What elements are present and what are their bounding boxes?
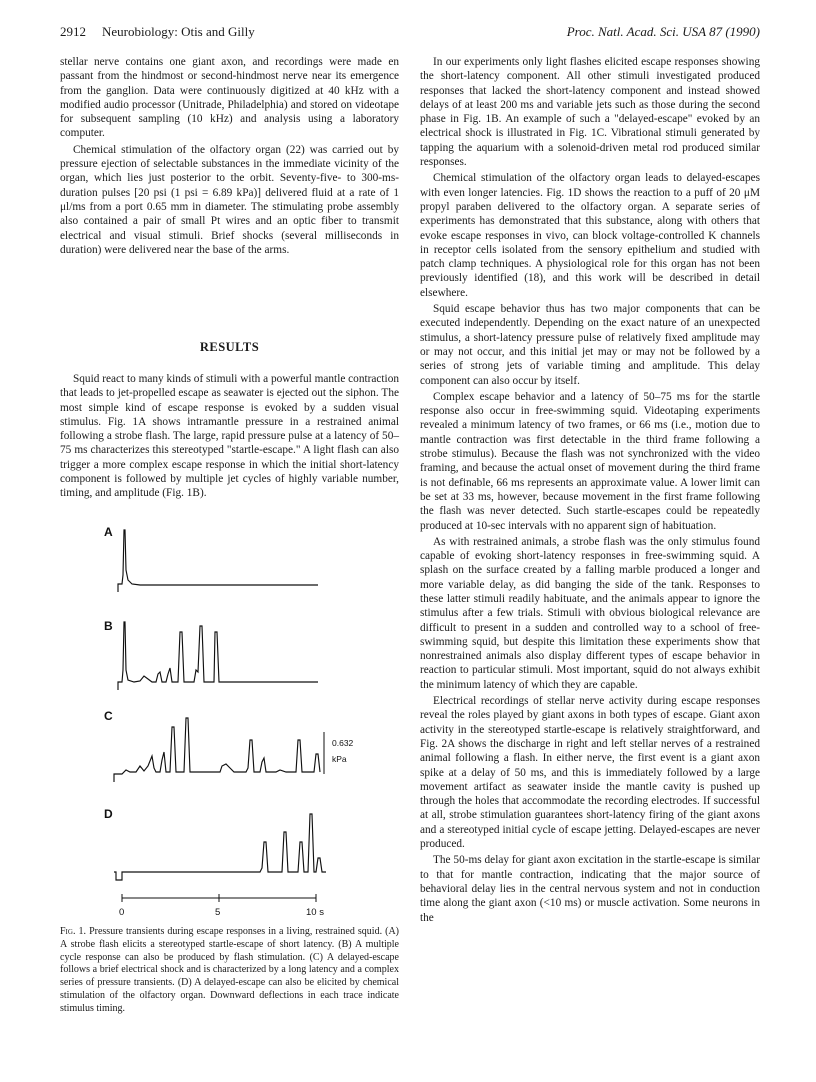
running-title: Neurobiology: Otis and Gilly (102, 24, 255, 39)
caption-text: Pressure transients during escape responses in a living, restrained squid. (A) A strobe flash elicits a stereotyped startle-escape of short latency. (B) A multiple cycle response can also be produced by flash stimulation. (C) A delayed-escape follows a brief electrical shock and is characterized by a long latency and a complex series of pressure transients. (D) A delayed-escape can also be elicited by chemical stimulation of the olfactory organ. Downward deflections in each trace indicate stimulus timing. (60, 926, 400, 1014)
page-number: 2912 (60, 24, 86, 39)
figure-1-traces (100, 522, 370, 922)
paragraph: stellar nerve contains one giant axon, and recordings were made en passant from the hindmost or second-hindmost nerve near its emergence from the ganglion. Data were continuously digitized at 40 kHz with a modified audio processor (Unitrade, Philadelphia) and stored on videotape for subsequent sampling (10 kHz) and analysis using a laboratory computer. (60, 56, 399, 140)
left-column-methods (60, 55, 399, 257)
paragraph: Chemical stimulation of the olfactory organ leads to delayed-escapes with even longer latencies. Fig. 1D shows the reaction to a puff of 20 μM propyl paraben delivered to the olfactory organ. A separate series of experiments has demonstrated that this substance, along with others that evoke escape responses in vivo, can block voltage-controlled K channels in receptor cells isolated from the sensory epithelium and studied with patch clamp techniques. A physiological role for this organ has not been previously identified (18), and this work will be described in detail elsewhere. (420, 172, 760, 299)
page-header (60, 24, 760, 40)
time-tick-label: 5 (215, 907, 221, 918)
caption-label: Fig. 1. (60, 926, 87, 937)
paragraph: Squid escape behavior thus has two major components that can be executed independently. Depending on the exact nature of an unexpected stimulus, a short-latency pressure pulse of relatively fixed amplitude may or may not occur, and this initial jet may or may not be followed by a series of strong jets of variable timing and amplitude. This delay component can also occur by itself. (420, 303, 760, 387)
scale-bar-value: 0.632 (332, 738, 354, 748)
paragraph: As with restrained animals, a strobe flash was the only stimulus found capable of evoking short-latency responses in free-swimming squid. A splash on the surface created by a falling marble produced a longer and more variable delay, as did banging the side of the tank. Responses to these latter stimuli readily habituate, and the animals appear to ignore the stimulus after a few trials. Stimuli with obvious biological relevance are difficult to present in a sudden and controlled way to a school of free-swimming squid, but despite this limitation these experiments show that nonrestrained animals also display different types of escape behavior in reaction to particular stimuli. Most important, squid do not always exhibit the minimum latency of which they are capable. (420, 535, 760, 691)
right-column (420, 55, 760, 925)
trace-c (114, 718, 320, 782)
panel-label-d: D (104, 807, 113, 821)
scale-bar-unit: kPa (332, 754, 347, 764)
trace-a (118, 530, 318, 592)
left-column-results (60, 372, 399, 501)
paragraph: Squid react to many kinds of stimuli with a powerful mantle contraction that leads to jet-propelled escape as seawater is ejected out the siphon. The most simple kind of escape response is evoked by a sudden visual stimulus. Fig. 1A shows intramantle pressure in a restrained animal following a strobe flash. The large, rapid pressure pulse at a latency of 50–75 ms characterizes this stereotyped "startle-escape." A light flash can also trigger a more complex escape response in which the initial short-latency component is followed by multiple jet cycles of highly variable number, timing, and amplitude (Fig. 1B). (60, 373, 399, 500)
figure-1 (100, 522, 370, 922)
panel-label-b: B (104, 619, 113, 633)
trace-b (118, 622, 318, 690)
paragraph: Electrical recordings of stellar nerve activity during escape responses reveal the roles played by giant axons in both types of escape. Giant axon activity in the stereotyped startle-escape is relatively straightforward, and Fig. 2A shows the discharge in right and left stellar nerves of a restrained animal following a flash. In either nerve, the first event is a giant axon spike at a delay of 50 ms, and this is immediately followed by a large movement artifact as seawater inside the mantle cavity is pushed up through the holes that accommodate the recording electrodes. If successful at all, strobe stimulation guarantees short-latency firing of the giant axons and a stereotyped initial cycle of escape jetting. Delayed-escapes are never produced. (420, 695, 760, 851)
panel-label-c: C (104, 709, 113, 723)
paragraph: Complex escape behavior and a latency of 50–75 ms for the startle response also occur in free-swimming squid. Videotaping experiments revealed a minimum latency of two frames, or 66 ms (i.e., motion due to mantle contraction was first detectable in the third frame following a strobe stimulus). Because the flash was not synchronized with the video framing, and because the actual onset of movement during the third frame is not definable, 66 ms represents an approximate value. A lower limit can be set at 33 ms, however, because movement in the first frame following the flash was never detected. Such startle-escapes could be repeatedly produced at 10-sec intervals with no apparent sign of habituation. (420, 390, 760, 532)
journal-citation: Proc. Natl. Acad. Sci. USA 87 (1990) (566, 24, 760, 39)
paragraph: The 50-ms delay for giant axon excitation in the startle-escape is similar to that for mantle contraction, indicating that the major source of behavioral delay lies in the central nervous system and not in conduction time along the giant axon (<10 ms) or muscle activation. Some neurons in the (420, 854, 760, 924)
panel-label-a: A (104, 525, 113, 539)
section-heading-results: RESULTS (199, 340, 260, 354)
trace-d (114, 814, 326, 880)
time-tick-label: 10 s (306, 907, 324, 918)
paragraph: In our experiments only light flashes elicited escape responses showing the short-latency component. All other stimuli investigated produced responses that lacked the short-latency component and instead showed delays of at least 200 ms and variable jets such as those during the second phase in Fig. 1B. An example of such a "delayed-escape" evoked by an electrical shock is illustrated in Fig. 1C. Vibrational stimuli generated by tapping the aquarium with a solenoid-driven metal rod produced similar responses. (420, 56, 760, 169)
figure-caption (60, 926, 399, 1016)
time-tick-label: 0 (119, 907, 125, 918)
paragraph: Chemical stimulation of the olfactory organ (22) was carried out by pressure ejection of selectable substances in the immediate vicinity of the organ, which lies just posterior to the orbit. Seventy-five- to 300-ms-duration pulses [20 psi (1 psi = 6.89 kPa)] delivered fluid at a rate of 1 μl/ms from a port 0.65 mm in diameter. The stimulating probe assembly also contained a pair of small Pt wires and an optic fiber to transmit electrical and visual stimuli. Brief shocks (several milliseconds in duration) were delivered near the base of the arms. (60, 143, 399, 256)
